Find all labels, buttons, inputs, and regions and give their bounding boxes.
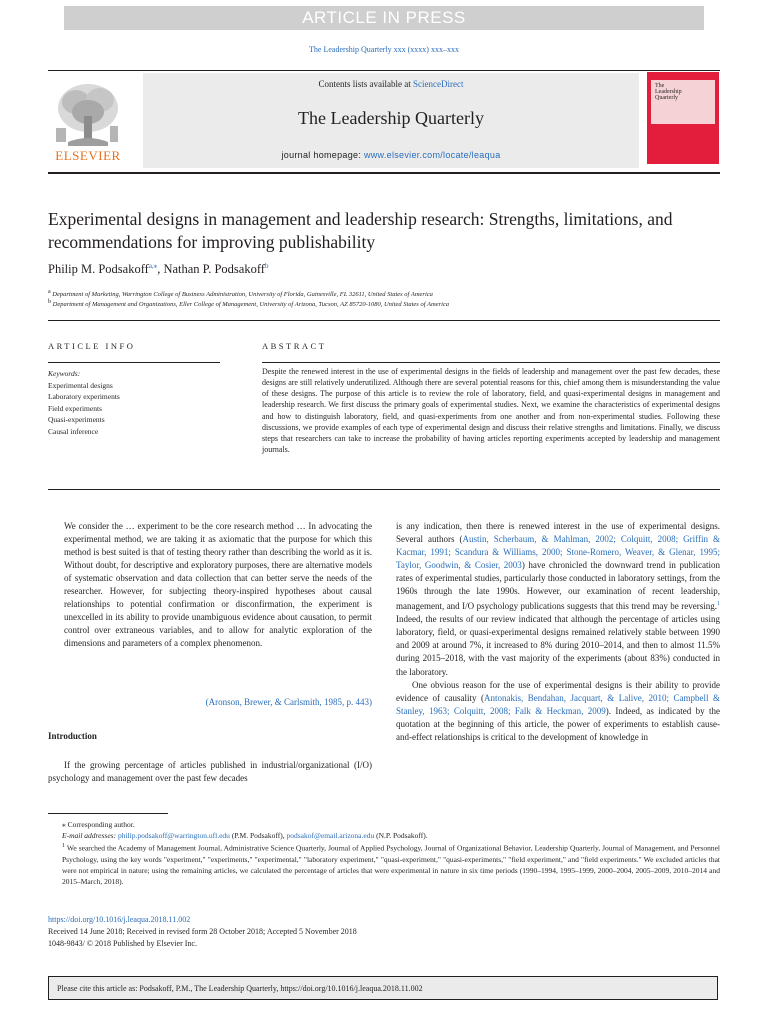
email-1-owner: (P.M. Podsakoff), (229, 831, 287, 840)
keyword-item: Laboratory experiments (48, 392, 120, 401)
footnote-1-text: We searched the Academy of Management Journal, Administrative Science Quarterly, Journal of Applied Psychology, Journal of Organizational Behavior, Leadership Quarterly, Journal of Management, and Personnel Psychology, using the key words "experiment," "experiments," "experimental," "laboratory experiment," "quasi-experiment," "quasi-experiments," "field experiment," and "field experiments." We excluded articles that were not empirical in nature; using the remaining articles, we calculated the percentage of articles that were experimental in nature in six time periods (1990–1994, 1995–1999, 2000–2004, 2005–2009, 2010–2014 and 2015–March, 2018). (62, 843, 720, 886)
email-line (48, 830, 720, 841)
footnote-1-marker[interactable]: 1 (717, 601, 720, 608)
abstract-heading: ABSTRACT (262, 341, 327, 351)
publication-meta (48, 914, 720, 950)
affiliation-b (48, 299, 720, 308)
body-paragraph-1 (396, 520, 720, 679)
keywords-label: Keywords: (48, 369, 81, 378)
cover-title-line-1: The (655, 83, 665, 89)
affiliation-a (48, 289, 720, 298)
keywords-block (48, 368, 220, 437)
paragraph-1-text-b: ) have chronicled the downward trend in publication rates of experimental studies, particularly those conducted in laboratory settings, from the 1960s through the late 1990s. However, our examination of recent leadership, management, and I/O psychology publications suggests that this trend may be reversing. (396, 560, 720, 612)
abstract-divider (48, 489, 720, 490)
intro-paragraph: If the growing percentage of articles published in industrial/organizational (I/O) psychology and management over the past few decades (48, 760, 372, 784)
footnote-1-number: 1 (62, 843, 65, 849)
corresponding-text: Corresponding author. (65, 820, 135, 829)
right-column (396, 520, 720, 744)
abstract-text: Despite the renewed interest in the use of experimental designs in the fields of leadership and management over the past few decades, these designs are still relatively underutilized. Although there are several potential reasons for this, chief among them is misunderstanding the value of these designs. The purpose of this article is to review the role of laboratory, field, and quasi-experimental designs in management and leadership research. We first discuss the primary goals of experimental studies. Next, we examine the characteristics of experimental designs and how to distinguish laboratory, field, and quasi-experiments from one another and from non-experimental studies. Following these discussions, we provide examples of each type of experimental design and discuss their relative strengths and limitations. Finally, we discuss steps that researchers can take to increase the probability of having articles reporting experiments accepted by leadership and management journals. (262, 367, 720, 455)
author-list (48, 262, 268, 277)
body-paragraph-2 (396, 679, 720, 744)
contents-prefix: Contents lists available at (318, 79, 413, 89)
cover-title-line-2: Leadership (655, 89, 682, 95)
received-dates: Received 14 June 2018; Received in revised form 28 October 2018; Accepted 5 November 2018 (48, 927, 357, 936)
elsevier-wordmark: ELSEVIER (55, 148, 121, 163)
paragraph-2-text-b: ). Indeed, as indicated by the quotation at the beginning of this article, the power of experiments to establish cause-and-effect relationships is critical to the development of knowledge in (396, 705, 721, 742)
article-title: Experimental designs in management and leadership research: Strengths, limitations, and recommendations for improving publishability (48, 209, 673, 252)
corresponding-author-note (48, 819, 720, 830)
email-2-owner: (N.P. Podsakoff). (374, 831, 428, 840)
author-1[interactable]: Philip M. Podsakoff (48, 262, 149, 277)
email-1-link[interactable]: philip.podsakoff@warrington.ufl.edu (117, 831, 230, 840)
contents-line (143, 79, 639, 89)
introduction-heading: Introduction (48, 731, 97, 741)
author-2[interactable]: Nathan P. Podsakoff (163, 262, 265, 277)
cite-this-article-box: Please cite this article as: Podsakoff, P.M., The Leadership Quarterly, https://doi.org/10.1016/j.leaqua.2018.11.002 (48, 976, 718, 1000)
paragraph-1-text-c: Indeed, the results of our review indicated that although the percentage of articles using laboratory, field, or quasi-experimental designs remained relatively stable between 1990 and 2009 at around 7%, it increased to 8% during 2010–2014, and then to almost 11.5% during 2015–2018, with the vast majority of the experiments (about 83%) conducted in the laboratory. (396, 614, 720, 677)
sciencedirect-link[interactable]: ScienceDirect (413, 79, 464, 89)
citation-group-1[interactable]: Austin, Scherbaum, & Mahlman, 2002; Colquitt, 2008; Griffin & Kacmar, 1991; Scandura & Williams, 2000; Stone-Romero, Weaver, & Glenar, 1995; Taylor, Goodwin, & Cosier, 2003 (396, 534, 720, 571)
paragraph-2-text-a: One obvious reason for the use of experimental designs is their ability to provide evidence of causality ( (396, 679, 720, 703)
header-bottom-rule (48, 172, 720, 174)
citation-group-2[interactable]: Antonakis, Bendahan, Jacquart, & Lalive, 2010; Campbell & Stanley, 1963; Colquitt, 2008; Falk & Heckman, 2009 (396, 692, 720, 716)
email-label: E-mail addresses: (62, 831, 118, 840)
epigraph-quote: We consider the … experiment to be the core research method … In advocating the experimental method, we are taking it as axiomatic that the purpose for which this method is best suited is that of testing theory rather than describing the world as it is. Without doubt, for descriptive and exploratory purposes, there are alternative models of systematic observation and data collection that can better serve the needs of the researcher. However, for subjecting theory-inspired hypotheses about causal relationships to potential confirmation or disconfirmation, the experiment is unexcelled in its ability to provide unambiguous evidence about causation, to permit control over extraneous variables, and to allow for analytic exploration of the dimensions and parameters of a complex phenomenon. (64, 521, 372, 649)
article-info-rule (48, 362, 220, 363)
journal-reference[interactable]: The Leadership Quarterly xxx (xxxx) xxx–xxx (309, 45, 459, 54)
footnote-1 (48, 841, 720, 887)
keyword-item: Quasi-experiments (48, 415, 105, 424)
article-in-press-banner: ARTICLE IN PRESS (64, 6, 704, 30)
journal-title: The Leadership Quarterly (298, 108, 484, 128)
article-info-heading: ARTICLE INFO (48, 341, 136, 351)
cover-title-line-3: Quarterly (655, 95, 678, 101)
paragraph-1-text-a: is any indication, then there is renewed interest in the use of experimental designs. Several authors ( (396, 521, 720, 545)
cover-title-panel (651, 80, 715, 124)
keyword-item: Experimental designs (48, 380, 113, 390)
keyword-item: Field experiments (48, 403, 102, 413)
corresponding-symbol: ⁎ (62, 820, 66, 829)
keyword-item: Causal inference (48, 426, 99, 436)
footnote-rule (48, 813, 168, 814)
homepage-link[interactable]: www.elsevier.com/locate/leaqua (363, 150, 501, 160)
epigraph-citation[interactable]: (Aronson, Brewer, & Carlsmith, 1985, p. 443) (205, 697, 372, 707)
title-divider (48, 320, 720, 321)
copyright-line: 1048-9843/ © 2018 Published by Elsevier Inc. (48, 939, 197, 948)
homepage-prefix: journal homepage: (281, 150, 364, 160)
affiliation-a-text: Department of Marketing, Warrington College of Business Administration, University of Florida, Gainesville, FL 32611, United States of America (50, 291, 433, 299)
affiliation-a-marker: a (48, 289, 51, 295)
abstract-rule (262, 362, 720, 363)
author-1-affil-marker[interactable]: a,⁎ (148, 262, 158, 270)
doi-link[interactable]: https://doi.org/10.1016/j.leaqua.2018.11.002 (48, 915, 191, 924)
journal-homepage (143, 150, 639, 160)
author-separator: , (157, 262, 164, 277)
header-top-rule (48, 70, 720, 71)
author-2-affil-marker[interactable]: b (264, 262, 269, 270)
cover-title (655, 83, 682, 101)
affiliation-b-text: Department of Management and Organizations, Eller College of Management, University of Arizona, Tucson, AZ 85720-1080, United States of America (51, 301, 450, 309)
footnotes (48, 819, 720, 887)
journal-cover-image[interactable] (647, 72, 719, 164)
email-2-link[interactable]: podsakof@email.arizona.edu (286, 831, 375, 840)
affiliation-b-marker: b (48, 299, 51, 305)
